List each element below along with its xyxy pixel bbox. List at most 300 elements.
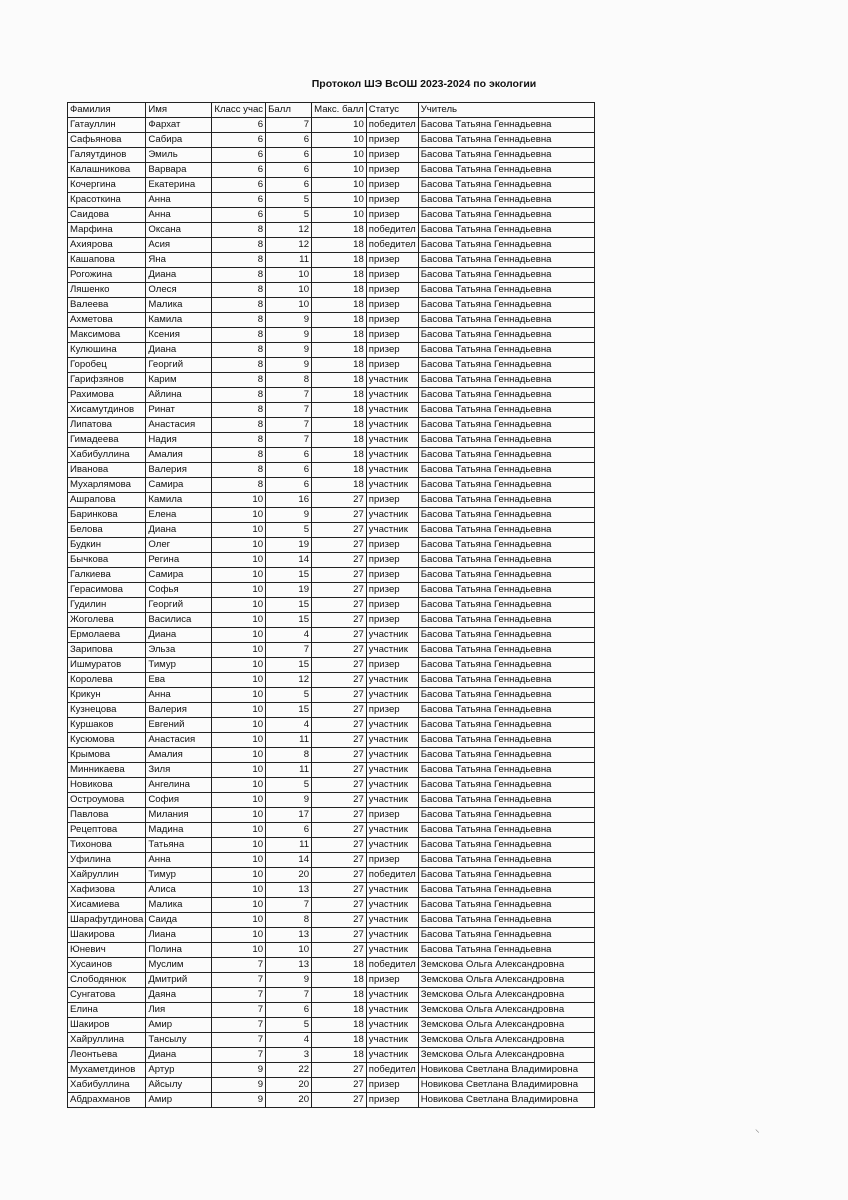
cell-name: Валерия	[146, 703, 212, 718]
cell-grade: 10	[212, 778, 266, 793]
cell-grade: 10	[212, 943, 266, 958]
cell-surname: Павлова	[68, 808, 146, 823]
cell-status: участник	[366, 793, 418, 808]
cell-grade: 10	[212, 613, 266, 628]
table-row	[68, 973, 595, 988]
cell-name: Айлина	[146, 388, 212, 403]
cell-grade: 10	[212, 853, 266, 868]
cell-name: Камила	[146, 313, 212, 328]
cell-status: призер	[366, 163, 418, 178]
cell-teacher: Басова Татьяна Геннадьевна	[418, 808, 594, 823]
cell-teacher: Новикова Светлана Владимировна	[418, 1093, 594, 1108]
cell-status: призер	[366, 268, 418, 283]
cell-teacher: Басова Татьяна Геннадьевна	[418, 448, 594, 463]
cell-grade: 8	[212, 463, 266, 478]
cell-name: Лиана	[146, 928, 212, 943]
table-row	[68, 748, 595, 763]
cell-name: Софья	[146, 583, 212, 598]
cell-name: Самира	[146, 568, 212, 583]
cell-max-score: 18	[312, 373, 367, 388]
cell-teacher: Басова Татьяна Геннадьевна	[418, 238, 594, 253]
table-row	[68, 733, 595, 748]
cell-max-score: 27	[312, 1078, 367, 1093]
cell-name: Анна	[146, 853, 212, 868]
results-table	[67, 102, 595, 1108]
table-row	[68, 283, 595, 298]
table-row	[68, 598, 595, 613]
cell-max-score: 18	[312, 433, 367, 448]
cell-name: Тимур	[146, 868, 212, 883]
cell-status: участник	[366, 988, 418, 1003]
cell-score: 7	[266, 643, 312, 658]
table-row	[68, 463, 595, 478]
cell-score: 14	[266, 553, 312, 568]
cell-max-score: 18	[312, 268, 367, 283]
cell-teacher: Басова Татьяна Геннадьевна	[418, 508, 594, 523]
cell-status: призер	[366, 253, 418, 268]
cell-grade: 9	[212, 1078, 266, 1093]
cell-grade: 10	[212, 523, 266, 538]
cell-score: 9	[266, 793, 312, 808]
cell-status: участник	[366, 733, 418, 748]
table-row	[68, 838, 595, 853]
table-row	[68, 883, 595, 898]
cell-grade: 10	[212, 538, 266, 553]
cell-score: 6	[266, 148, 312, 163]
cell-status: призер	[366, 1093, 418, 1108]
cell-status: победител	[366, 1063, 418, 1078]
cell-grade: 10	[212, 703, 266, 718]
table-row	[68, 793, 595, 808]
cell-name: Эмиль	[146, 148, 212, 163]
cell-score: 12	[266, 238, 312, 253]
cell-status: призер	[366, 1078, 418, 1093]
table-row	[68, 583, 595, 598]
cell-status: участник	[366, 418, 418, 433]
cell-surname: Калашникова	[68, 163, 146, 178]
table-row	[68, 868, 595, 883]
cell-name: Карим	[146, 373, 212, 388]
table-row	[68, 703, 595, 718]
cell-name: Варвара	[146, 163, 212, 178]
cell-score: 6	[266, 1003, 312, 1018]
cell-status: победител	[366, 868, 418, 883]
cell-grade: 10	[212, 823, 266, 838]
cell-status: призер	[366, 583, 418, 598]
cell-name: Диана	[146, 343, 212, 358]
table-row	[68, 133, 595, 148]
cell-surname: Королева	[68, 673, 146, 688]
table-row	[68, 928, 595, 943]
table-row	[68, 118, 595, 133]
cell-score: 10	[266, 283, 312, 298]
cell-surname: Гарифзянов	[68, 373, 146, 388]
table-row	[68, 298, 595, 313]
cell-teacher: Басова Татьяна Геннадьевна	[418, 493, 594, 508]
cell-name: Ринат	[146, 403, 212, 418]
cell-surname: Гатауллин	[68, 118, 146, 133]
cell-status: участник	[366, 1033, 418, 1048]
cell-status: участник	[366, 388, 418, 403]
cell-teacher: Басова Татьяна Геннадьевна	[418, 718, 594, 733]
cell-surname: Уфилина	[68, 853, 146, 868]
header-max-score: Макс. балл	[312, 103, 367, 118]
cell-max-score: 18	[312, 313, 367, 328]
cell-teacher: Басова Татьяна Геннадьевна	[418, 268, 594, 283]
cell-teacher: Земскова Ольга Александровна	[418, 988, 594, 1003]
cell-teacher: Басова Татьяна Геннадьевна	[418, 568, 594, 583]
cell-grade: 10	[212, 913, 266, 928]
cell-grade: 10	[212, 598, 266, 613]
cell-status: призер	[366, 283, 418, 298]
cell-max-score: 18	[312, 328, 367, 343]
cell-surname: Шакирова	[68, 928, 146, 943]
cell-score: 6	[266, 178, 312, 193]
table-row	[68, 718, 595, 733]
cell-status: участник	[366, 1048, 418, 1063]
table-row	[68, 688, 595, 703]
cell-score: 13	[266, 928, 312, 943]
cell-surname: Кулюшина	[68, 343, 146, 358]
cell-surname: Минникаева	[68, 763, 146, 778]
cell-max-score: 18	[312, 388, 367, 403]
cell-name: Камила	[146, 493, 212, 508]
cell-surname: Будкин	[68, 538, 146, 553]
header-score: Балл	[266, 103, 312, 118]
cell-max-score: 10	[312, 193, 367, 208]
cell-score: 5	[266, 208, 312, 223]
cell-name: Саида	[146, 913, 212, 928]
cell-grade: 9	[212, 1063, 266, 1078]
cell-max-score: 27	[312, 778, 367, 793]
cell-grade: 7	[212, 1018, 266, 1033]
cell-name: Олеся	[146, 283, 212, 298]
cell-name: Дмитрий	[146, 973, 212, 988]
cell-teacher: Басова Татьяна Геннадьевна	[418, 943, 594, 958]
table-row	[68, 958, 595, 973]
cell-teacher: Басова Татьяна Геннадьевна	[418, 193, 594, 208]
cell-surname: Кашапова	[68, 253, 146, 268]
cell-name: Георгий	[146, 598, 212, 613]
cell-surname: Хабибуллина	[68, 448, 146, 463]
cell-surname: Герасимова	[68, 583, 146, 598]
cell-max-score: 27	[312, 808, 367, 823]
cell-score: 10	[266, 943, 312, 958]
cell-grade: 8	[212, 403, 266, 418]
cell-name: Анастасия	[146, 733, 212, 748]
cell-score: 9	[266, 973, 312, 988]
cell-surname: Сунгатова	[68, 988, 146, 1003]
cell-surname: Ляшенко	[68, 283, 146, 298]
cell-teacher: Басова Татьяна Геннадьевна	[418, 898, 594, 913]
cell-name: Айсылу	[146, 1078, 212, 1093]
cell-name: София	[146, 793, 212, 808]
cell-name: Лия	[146, 1003, 212, 1018]
cell-teacher: Басова Татьяна Геннадьевна	[418, 418, 594, 433]
cell-teacher: Земскова Ольга Александровна	[418, 1003, 594, 1018]
page-title: Протокол ШЭ ВсОШ 2023-2024 по экологии	[311, 78, 537, 90]
cell-max-score: 27	[312, 823, 367, 838]
cell-status: победител	[366, 118, 418, 133]
cell-max-score: 27	[312, 763, 367, 778]
cell-grade: 8	[212, 223, 266, 238]
cell-status: участник	[366, 628, 418, 643]
cell-score: 15	[266, 613, 312, 628]
cell-name: Ангелина	[146, 778, 212, 793]
table-row	[68, 268, 595, 283]
cell-status: участник	[366, 778, 418, 793]
cell-status: участник	[366, 508, 418, 523]
cell-max-score: 18	[312, 463, 367, 478]
cell-score: 7	[266, 403, 312, 418]
cell-teacher: Басова Татьяна Геннадьевна	[418, 928, 594, 943]
cell-max-score: 27	[312, 538, 367, 553]
cell-teacher: Басова Татьяна Геннадьевна	[418, 853, 594, 868]
cell-surname: Красоткина	[68, 193, 146, 208]
cell-max-score: 10	[312, 133, 367, 148]
cell-surname: Гудилин	[68, 598, 146, 613]
cell-grade: 10	[212, 583, 266, 598]
table-row	[68, 223, 595, 238]
cell-teacher: Басова Татьяна Геннадьевна	[418, 838, 594, 853]
cell-teacher: Басова Татьяна Геннадьевна	[418, 583, 594, 598]
cell-teacher: Басова Татьяна Геннадьевна	[418, 148, 594, 163]
cell-grade: 6	[212, 193, 266, 208]
cell-score: 5	[266, 688, 312, 703]
cell-teacher: Басова Татьяна Геннадьевна	[418, 523, 594, 538]
cell-grade: 6	[212, 178, 266, 193]
cell-surname: Мухаметдинов	[68, 1063, 146, 1078]
table-row	[68, 403, 595, 418]
cell-score: 19	[266, 583, 312, 598]
cell-max-score: 18	[312, 298, 367, 313]
cell-grade: 10	[212, 928, 266, 943]
cell-max-score: 27	[312, 853, 367, 868]
cell-name: Диана	[146, 1048, 212, 1063]
cell-score: 13	[266, 958, 312, 973]
cell-surname: Кусюмова	[68, 733, 146, 748]
table-row	[68, 358, 595, 373]
table-row	[68, 1063, 595, 1078]
cell-surname: Хисамутдинов	[68, 403, 146, 418]
cell-status: победител	[366, 223, 418, 238]
cell-status: призер	[366, 343, 418, 358]
cell-surname: Рогожина	[68, 268, 146, 283]
cell-teacher: Басова Татьяна Геннадьевна	[418, 553, 594, 568]
cell-max-score: 27	[312, 568, 367, 583]
cell-status: призер	[366, 358, 418, 373]
cell-status: призер	[366, 658, 418, 673]
cell-teacher: Басова Татьяна Геннадьевна	[418, 673, 594, 688]
cell-teacher: Басова Татьяна Геннадьевна	[418, 463, 594, 478]
cell-score: 9	[266, 328, 312, 343]
cell-status: участник	[366, 748, 418, 763]
cell-surname: Хайруллина	[68, 1033, 146, 1048]
cell-teacher: Басова Татьяна Геннадьевна	[418, 748, 594, 763]
cell-grade: 10	[212, 508, 266, 523]
cell-surname: Хусаинов	[68, 958, 146, 973]
cell-score: 7	[266, 433, 312, 448]
cell-teacher: Земскова Ольга Александровна	[418, 1033, 594, 1048]
cell-surname: Ашрапова	[68, 493, 146, 508]
cell-score: 4	[266, 1033, 312, 1048]
cell-name: Тансылу	[146, 1033, 212, 1048]
cell-grade: 8	[212, 478, 266, 493]
cell-score: 6	[266, 478, 312, 493]
cell-max-score: 18	[312, 1018, 367, 1033]
cell-status: участник	[366, 373, 418, 388]
cell-grade: 10	[212, 883, 266, 898]
cell-status: участник	[366, 943, 418, 958]
cell-grade: 10	[212, 658, 266, 673]
cell-status: участник	[366, 463, 418, 478]
cell-teacher: Басова Татьяна Геннадьевна	[418, 643, 594, 658]
cell-teacher: Басова Татьяна Геннадьевна	[418, 133, 594, 148]
cell-status: участник	[366, 763, 418, 778]
cell-score: 17	[266, 808, 312, 823]
cell-teacher: Басова Татьяна Геннадьевна	[418, 373, 594, 388]
cell-teacher: Басова Татьяна Геннадьевна	[418, 313, 594, 328]
cell-grade: 10	[212, 868, 266, 883]
cell-teacher: Басова Татьяна Геннадьевна	[418, 283, 594, 298]
cell-max-score: 27	[312, 748, 367, 763]
cell-surname: Куршаков	[68, 718, 146, 733]
cell-name: Анна	[146, 193, 212, 208]
cell-name: Сабира	[146, 133, 212, 148]
header-teacher: Учитель	[418, 103, 594, 118]
cell-grade: 10	[212, 898, 266, 913]
cell-teacher: Басова Татьяна Геннадьевна	[418, 208, 594, 223]
cell-status: участник	[366, 718, 418, 733]
cell-name: Амир	[146, 1093, 212, 1108]
cell-score: 7	[266, 988, 312, 1003]
cell-score: 15	[266, 703, 312, 718]
cell-teacher: Басова Татьяна Геннадьевна	[418, 598, 594, 613]
cell-status: участник	[366, 673, 418, 688]
table-row	[68, 658, 595, 673]
cell-teacher: Земскова Ольга Александровна	[418, 973, 594, 988]
cell-teacher: Басова Татьяна Геннадьевна	[418, 658, 594, 673]
cell-max-score: 27	[312, 643, 367, 658]
cell-grade: 6	[212, 208, 266, 223]
cell-teacher: Басова Татьяна Геннадьевна	[418, 403, 594, 418]
table-row	[68, 823, 595, 838]
results-table-body	[68, 103, 595, 1108]
table-row	[68, 1003, 595, 1018]
cell-score: 6	[266, 133, 312, 148]
cell-name: Ксения	[146, 328, 212, 343]
table-row	[68, 508, 595, 523]
table-row	[68, 418, 595, 433]
cell-max-score: 18	[312, 448, 367, 463]
cell-teacher: Басова Татьяна Геннадьевна	[418, 328, 594, 343]
cell-score: 5	[266, 1018, 312, 1033]
cell-surname: Галкиева	[68, 568, 146, 583]
cell-grade: 7	[212, 1033, 266, 1048]
cell-teacher: Басова Татьяна Геннадьевна	[418, 763, 594, 778]
cell-surname: Кочергина	[68, 178, 146, 193]
cell-max-score: 27	[312, 943, 367, 958]
cell-status: призер	[366, 298, 418, 313]
cell-status: победител	[366, 238, 418, 253]
cell-max-score: 18	[312, 343, 367, 358]
cell-surname: Крымова	[68, 748, 146, 763]
cell-grade: 8	[212, 433, 266, 448]
cell-score: 7	[266, 118, 312, 133]
cell-score: 15	[266, 598, 312, 613]
cell-max-score: 18	[312, 358, 367, 373]
table-row	[68, 1018, 595, 1033]
cell-grade: 10	[212, 733, 266, 748]
cell-max-score: 27	[312, 613, 367, 628]
table-row	[68, 943, 595, 958]
cell-name: Диана	[146, 628, 212, 643]
cell-grade: 8	[212, 358, 266, 373]
cell-teacher: Земскова Ольга Александровна	[418, 958, 594, 973]
table-row	[68, 388, 595, 403]
cell-max-score: 27	[312, 658, 367, 673]
cell-name: Самира	[146, 478, 212, 493]
cell-grade: 7	[212, 988, 266, 1003]
cell-grade: 8	[212, 343, 266, 358]
cell-name: Надия	[146, 433, 212, 448]
cell-grade: 8	[212, 283, 266, 298]
cell-teacher: Басова Татьяна Геннадьевна	[418, 913, 594, 928]
cell-name: Милания	[146, 808, 212, 823]
table-row	[68, 778, 595, 793]
cell-status: победител	[366, 958, 418, 973]
cell-name: Малика	[146, 298, 212, 313]
cell-score: 10	[266, 298, 312, 313]
cell-status: призер	[366, 808, 418, 823]
cell-status: участник	[366, 448, 418, 463]
table-row	[68, 373, 595, 388]
cell-surname: Иванова	[68, 463, 146, 478]
cell-teacher: Басова Татьяна Геннадьевна	[418, 538, 594, 553]
cell-max-score: 27	[312, 523, 367, 538]
cell-max-score: 18	[312, 478, 367, 493]
cell-score: 14	[266, 853, 312, 868]
cell-score: 5	[266, 193, 312, 208]
cell-surname: Сафьянова	[68, 133, 146, 148]
cell-grade: 10	[212, 718, 266, 733]
cell-name: Эльза	[146, 643, 212, 658]
cell-max-score: 18	[312, 283, 367, 298]
cell-max-score: 10	[312, 148, 367, 163]
cell-grade: 8	[212, 373, 266, 388]
cell-max-score: 27	[312, 898, 367, 913]
cell-score: 3	[266, 1048, 312, 1063]
cell-teacher: Басова Татьяна Геннадьевна	[418, 253, 594, 268]
cell-name: Анастасия	[146, 418, 212, 433]
cell-max-score: 27	[312, 928, 367, 943]
cell-score: 8	[266, 913, 312, 928]
cell-score: 12	[266, 673, 312, 688]
cell-name: Диана	[146, 268, 212, 283]
cell-grade: 10	[212, 748, 266, 763]
cell-status: призер	[366, 133, 418, 148]
cell-grade: 8	[212, 313, 266, 328]
cell-status: призер	[366, 208, 418, 223]
cell-surname: Шарафутдинова	[68, 913, 146, 928]
cell-teacher: Басова Татьяна Геннадьевна	[418, 478, 594, 493]
cell-status: призер	[366, 973, 418, 988]
cell-surname: Хабибуллина	[68, 1078, 146, 1093]
table-row	[68, 253, 595, 268]
cell-score: 9	[266, 313, 312, 328]
cell-surname: Валеева	[68, 298, 146, 313]
table-row	[68, 343, 595, 358]
